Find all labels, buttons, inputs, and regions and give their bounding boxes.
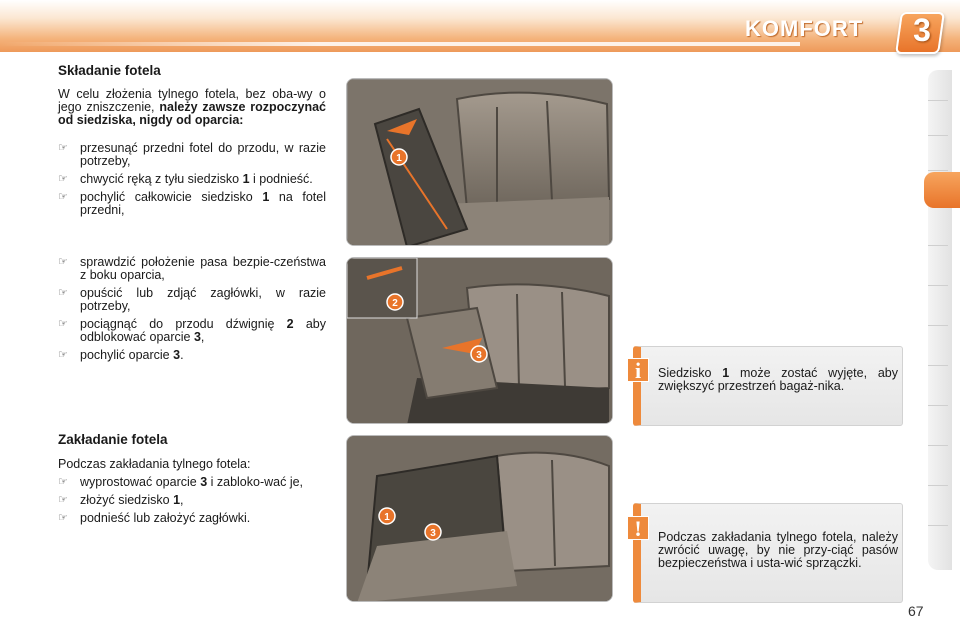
folding-steps-list-2	[58, 256, 326, 367]
warning-note-text: Podczas zakładania tylnego fotela, należy zwrócić uwagę, by nie przy-ciąć pasów bezpieczeństwa i usta-wić sprzączki.	[658, 530, 898, 570]
side-tab-divider	[928, 445, 948, 446]
callout-number: 3	[430, 528, 436, 539]
pointing-hand-icon: ☞	[58, 191, 68, 203]
pointing-hand-icon: ☞	[58, 494, 68, 506]
side-tab-divider	[928, 325, 948, 326]
list-item: ☞ złożyć siedzisko 1,	[58, 493, 184, 507]
pointing-hand-icon: ☞	[58, 476, 68, 488]
installing-intro: Podczas zakładania tylnego fotela:	[58, 457, 251, 471]
list-item: ☞ wyprostować oparcie 3 i zabloko-wać je,	[58, 475, 304, 489]
pointing-hand-icon: ☞	[58, 349, 68, 361]
chapter-side-tabs	[928, 70, 952, 570]
callout-number: 3	[476, 350, 482, 361]
warning-icon: !	[627, 516, 649, 540]
page-number: 67	[908, 603, 924, 619]
callout-number: 2	[392, 298, 398, 309]
info-icon: i	[627, 358, 649, 382]
list-item: ☞ pochylić całkowicie siedzisko 1 na fotel przedni,	[58, 190, 327, 217]
photo-seat-refit	[346, 435, 613, 602]
side-tab-divider	[928, 405, 948, 406]
callout-number: 1	[384, 512, 390, 523]
chapter-title: KOMFORT	[745, 16, 864, 41]
chapter-number: 3	[913, 12, 931, 48]
folding-intro-text: W celu złożenia tylnego fotela, bez oba-wy o jego zniszczenie,	[58, 87, 326, 114]
pointing-hand-icon: ☞	[58, 256, 68, 268]
section-title-installing: Zakładanie fotela	[58, 432, 168, 447]
side-tab-divider	[928, 485, 948, 486]
list-item: ☞ podnieść lub założyć zagłówki.	[58, 511, 251, 525]
callout-number: 1	[396, 153, 402, 164]
list-item: ☞ pochylić oparcie 3.	[58, 348, 184, 362]
side-tab-divider	[928, 365, 948, 366]
photo-seat-cushion-raised	[346, 78, 613, 246]
header-divider	[0, 42, 800, 46]
pointing-hand-icon: ☞	[58, 287, 68, 299]
photo-backrest-lever	[346, 257, 613, 424]
side-tab-divider	[928, 245, 948, 246]
pointing-hand-icon: ☞	[58, 142, 68, 154]
pointing-hand-icon: ☞	[58, 512, 68, 524]
list-item: ☞ przesunąć przedni fotel do przodu, w razie potrzeby,	[58, 141, 326, 168]
list-item: ☞ pociągnąć do przodu dźwignię 2 aby odblokować oparcie 3,	[58, 317, 326, 344]
list-item: ☞ opuścić lub zdjąć zagłówki, w razie potrzeby,	[58, 286, 326, 313]
side-tab-divider	[928, 100, 948, 101]
list-item: ☞ sprawdzić położenie pasa bezpie-czeństwa z boku oparcia,	[58, 255, 326, 282]
folding-intro	[58, 88, 326, 127]
folding-steps-list	[58, 142, 326, 222]
side-tab-active-chapter[interactable]	[924, 172, 960, 208]
section-title-folding: Składanie fotela	[58, 63, 161, 78]
installing-steps-list	[58, 476, 326, 530]
side-tab-divider	[928, 135, 948, 136]
side-tab-divider	[928, 170, 948, 171]
folding-intro-emphasis: należy zawsze rozpoczynać od siedziska, nigdy od oparcia:	[58, 100, 326, 127]
side-tab-divider	[928, 525, 948, 526]
list-item: ☞ chwycić ręką z tyłu siedzisko 1 i podnieść.	[58, 172, 313, 186]
pointing-hand-icon: ☞	[58, 318, 68, 330]
info-note-text: Siedzisko 1 może zostać wyjęte, aby zwiększyć przestrzeń bagaż-nika.	[658, 366, 898, 393]
side-tab-divider	[928, 285, 948, 286]
pointing-hand-icon: ☞	[58, 173, 68, 185]
